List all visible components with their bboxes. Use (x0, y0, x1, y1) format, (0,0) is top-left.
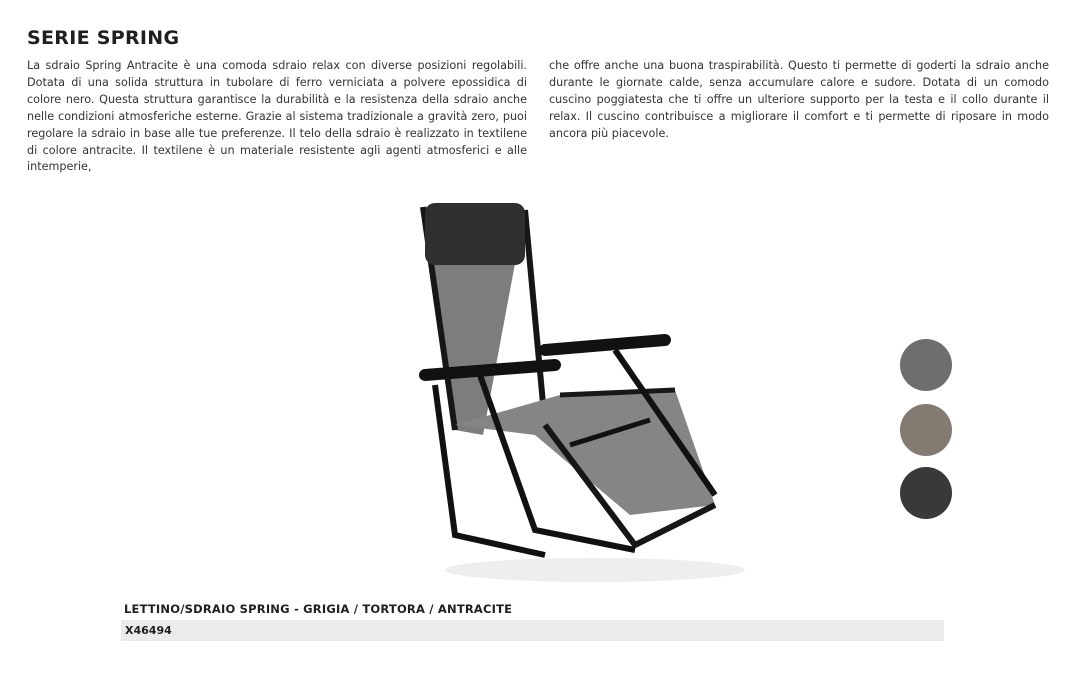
color-swatch-grigia[interactable] (900, 339, 952, 391)
product-image (395, 185, 755, 590)
page-title: SERIE SPRING (27, 27, 180, 49)
product-code: X46494 (125, 624, 172, 637)
color-swatch-tortora[interactable] (900, 404, 952, 456)
description-right: che offre anche una buona traspirabilità. Questo ti permette di goderti la sdraio anche durante le giornate calde, senza accumulare calore e sudore. Dotata di un comodo cuscino poggiatesta che ti offre un ulteriore supporto per la testa e il collo durante il relax. Il cuscino contribuisce a migliorare il comfort e ti permette di riposare in modo ancora più piacevole. (549, 59, 1049, 140)
color-swatch-antracite[interactable] (900, 467, 952, 519)
product-code-bar (121, 620, 944, 641)
product-name: LETTINO/SDRAIO SPRING - GRIGIA / TORTORA / ANTRACITE (124, 602, 513, 616)
lounge-chair-illustration (395, 185, 755, 590)
description-left: La sdraio Spring Antracite è una comoda sdraio relax con diverse posizioni regolabili. Dotata di una solida struttura in tubolare di ferro verniciata a polvere epossidica di colore nero. Questa struttura garantisce la durabilità e la resistenza della sdraio anche nelle condizioni atmosferiche esterne. Grazie al sistema tradizionale a gravità zero, puoi regolare la sdraio in base alle tue preferenze. Il telo della sdraio è realizzato in textilene di colore antracite. Il textilene è un materiale resistente agli agenti atmosferici e alle intemperie, (27, 59, 527, 174)
